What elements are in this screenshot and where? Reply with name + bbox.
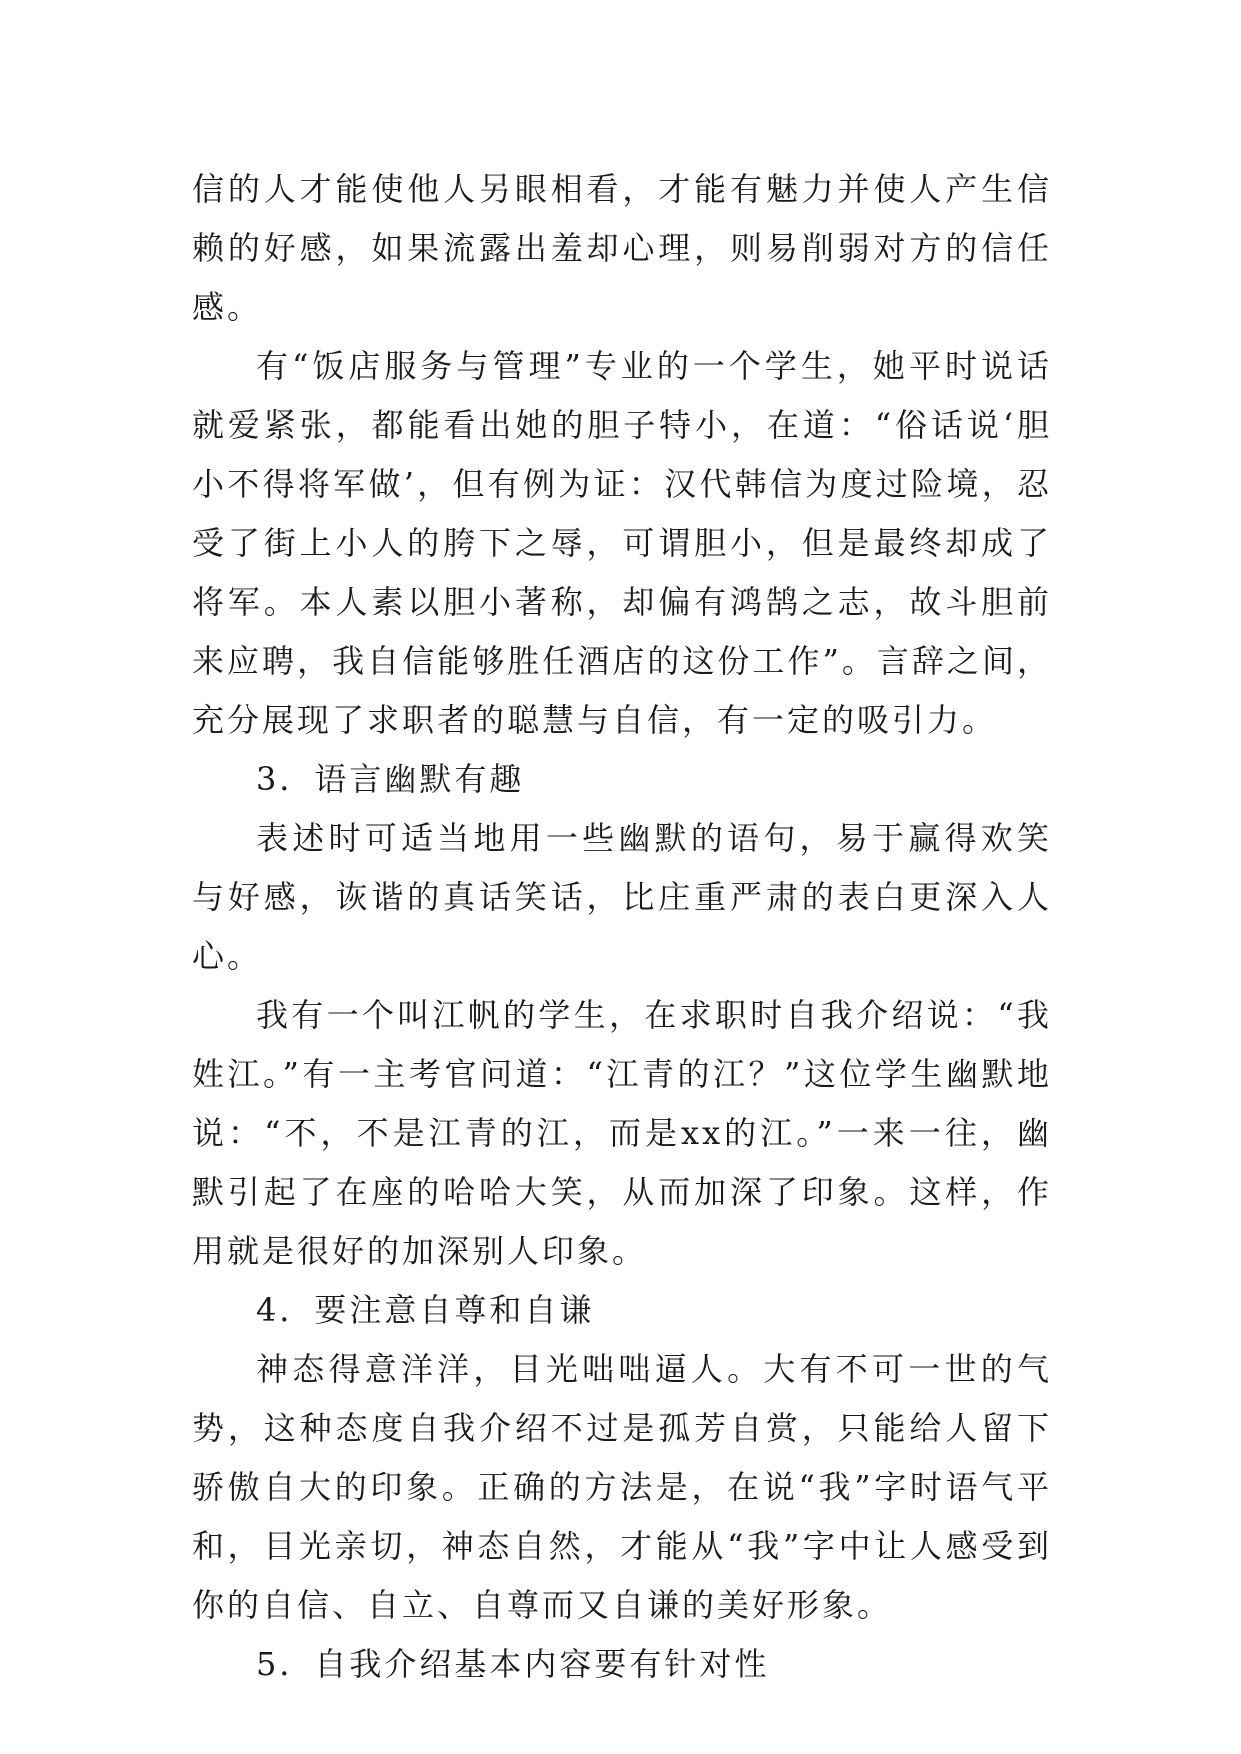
paragraph-humor-intro: 表述时可适当地用一些幽默的语句，易于赢得欢笑与好感，诙谐的真话笑话，比庄重严肃的表白更深入人心。	[192, 819, 1052, 975]
paragraph-jiangfan-story: 我有一个叫江帆的学生，在求职时自我介绍说：“我姓江。”有一主考官问道：“江青的江？”这位学生幽默地说：“不，不是江青的江，而是xx的江。”一来一往，幽默引起了在座的哈哈大笑，从而加深了印象。这样，作用就是很好的加深别人印象。	[192, 996, 1052, 1270]
section-heading-3: 3．语言幽默有趣	[256, 760, 525, 798]
paragraph-hotel-student: 有“饭店服务与管理”专业的一个学生，她平时说话就爱紧张，都能看出她的胆子特小，在道：“俗话说‘胆小不得将军做’，但有例为证：汉代韩信为度过险境，忍受了街上小人的胯下之辱，可谓胆小，但是最终却成了将军。本人素以胆小著称，却偏有鸿鹄之志，故斗胆前来应聘，我自信能够胜任酒店的这份工作”。言辞之间，充分展现了求职者的聪慧与自信，有一定的吸引力。	[192, 347, 1052, 739]
document-body	[192, 160, 1052, 1694]
paragraph-self-respect: 神态得意洋洋，目光咄咄逼人。大有不可一世的气势，这种态度自我介绍不过是孤芳自赏，只能给人留下骄傲自大的印象。正确的方法是，在说“我”字时语气平和，目光亲切，神态自然，才能从“我”字中让人感受到你的自信、自立、自尊而又自谦的美好形象。	[192, 1350, 1052, 1624]
section-heading-4: 4．要注意自尊和自谦	[256, 1291, 595, 1329]
paragraph-continuation: 信的人才能使他人另眼相看，才能有魅力并使人产生信赖的好感，如果流露出羞却心理，则易削弱对方的信任感。	[192, 170, 1052, 326]
section-heading-5: 5．自我介绍基本内容要有针对性	[256, 1645, 770, 1683]
